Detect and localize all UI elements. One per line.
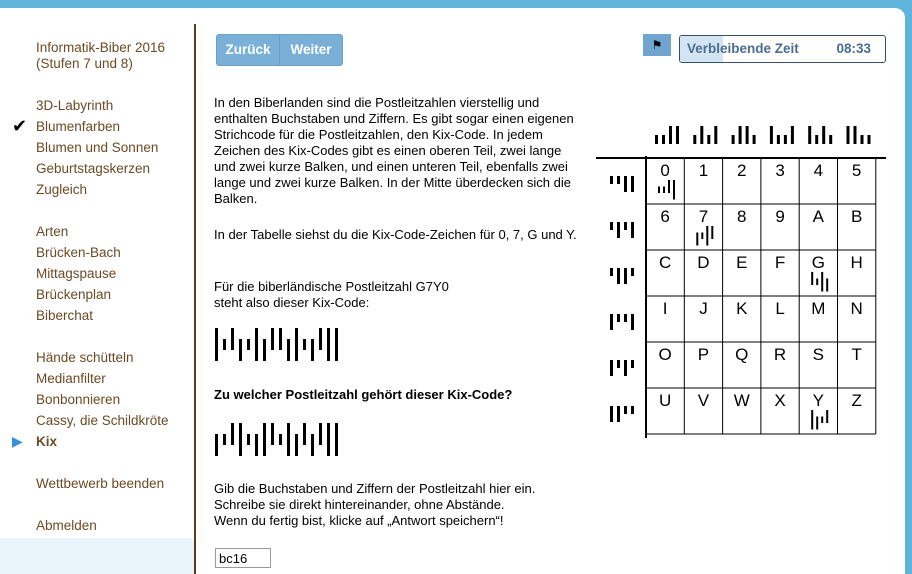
kix-table-cell: 8 xyxy=(737,207,747,226)
kix-bar xyxy=(676,126,679,144)
kix-bar xyxy=(223,339,226,350)
kix-bar xyxy=(658,187,660,194)
kix-table-cell: T xyxy=(851,345,862,364)
instruction-line3: Wenn du fertig bist, klicke auf „Antwort speichern“! xyxy=(214,513,504,528)
kix-bar xyxy=(711,226,713,239)
sidebar-item-geburtstagskerzen[interactable]: Geburtstagskerzen xyxy=(36,161,151,176)
kix-bar xyxy=(311,434,314,456)
kix-bar xyxy=(826,410,828,423)
kix-bar xyxy=(239,339,242,361)
kix-table-cell: V xyxy=(697,391,710,410)
kix-bar xyxy=(247,339,250,350)
kix-table-cell: X xyxy=(774,391,786,410)
kix-bar xyxy=(255,434,258,456)
kix-bar xyxy=(693,135,696,144)
kix-bar xyxy=(631,406,634,414)
kix-bar xyxy=(777,135,780,144)
kix-bar xyxy=(279,434,282,445)
kix-bar xyxy=(701,233,703,240)
task-example-line1: Für die biberländische Postleitzahl G7Y0 xyxy=(214,279,449,294)
kix-table-cell: 4 xyxy=(813,161,824,180)
kix-bar xyxy=(770,126,773,144)
kix-bar xyxy=(295,434,298,456)
sidebar-item-biberchat[interactable]: Biberchat xyxy=(36,308,94,323)
kix-bar xyxy=(624,268,627,284)
kix-bar xyxy=(624,406,627,414)
kix-bar xyxy=(631,176,634,192)
kix-code-table xyxy=(596,118,886,440)
kix-bar xyxy=(811,410,813,430)
kix-bar xyxy=(319,423,322,445)
kix-bar xyxy=(303,423,306,445)
sidebar-footer xyxy=(0,538,194,574)
kix-table-cell: Y xyxy=(812,391,825,410)
kix-bar xyxy=(822,126,825,144)
timer xyxy=(679,35,886,63)
end-contest-link[interactable]: Wettbewerb beenden xyxy=(36,476,165,491)
kix-bar xyxy=(732,135,735,144)
kix-bar xyxy=(847,126,850,144)
sidebar-item-blumen-und-sonnen[interactable]: Blumen und Sonnen xyxy=(36,140,159,155)
kix-table-cell: 2 xyxy=(737,161,747,180)
kix-table-cell: 0 xyxy=(660,161,670,180)
kix-bar xyxy=(624,222,627,230)
kix-bar xyxy=(231,423,234,445)
kix-table-cell: N xyxy=(850,299,863,318)
kix-bar xyxy=(263,423,266,456)
kix-bar xyxy=(610,360,613,376)
kix-table-cell: K xyxy=(736,299,748,318)
kix-bar xyxy=(223,434,226,445)
kix-bar xyxy=(821,272,823,292)
kix-bar xyxy=(215,434,218,456)
kix-bar xyxy=(617,176,620,184)
sidebar-item-bruecken-bach[interactable]: Brücken-Bach xyxy=(36,245,121,260)
kix-bar xyxy=(631,268,634,276)
kix-bar xyxy=(610,176,613,184)
kix-bar xyxy=(231,328,234,350)
kix-bar xyxy=(753,135,756,144)
kix-bar xyxy=(617,314,620,322)
kix-bar xyxy=(868,135,871,144)
sidebar-item-zugleich[interactable]: Zugleich xyxy=(36,182,88,197)
kix-bar xyxy=(617,406,620,422)
kix-table-cell: H xyxy=(850,253,863,272)
kix-bar xyxy=(610,314,613,330)
kix-bar xyxy=(319,328,322,350)
kix-bar xyxy=(811,272,813,285)
kix-bar xyxy=(610,222,613,230)
kix-bar xyxy=(617,268,620,284)
kix-bar xyxy=(327,328,330,361)
flag-icon: ⚑ xyxy=(651,38,663,52)
kix-bar xyxy=(287,339,290,361)
kix-bar xyxy=(263,339,266,361)
sidebar-item-medianfilter[interactable]: Medianfilter xyxy=(36,371,106,386)
sidebar-item-kix[interactable]: Kix xyxy=(36,434,58,449)
kix-bar xyxy=(669,126,672,144)
kix-bar xyxy=(821,417,823,424)
contest-title: Informatik-Biber 2016 xyxy=(36,40,166,55)
kix-table-cell: 5 xyxy=(851,161,862,180)
current-task-arrow-icon: ▶ xyxy=(12,433,23,449)
sidebar-item-mittagspause[interactable]: Mittagspause xyxy=(36,266,117,281)
kix-bar xyxy=(707,135,710,144)
kix-bar xyxy=(239,423,242,456)
kix-bar xyxy=(854,126,857,144)
kix-bar xyxy=(631,314,634,330)
kix-bar xyxy=(279,328,282,350)
kix-table-cell: O xyxy=(658,345,672,364)
task-table-hint: In der Tabelle siehst du die Kix-Code-Zeichen für 0, 7, G und Y. xyxy=(214,227,577,242)
kix-bar xyxy=(668,180,670,193)
kix-table-cell: Q xyxy=(735,345,749,364)
kix-bar xyxy=(663,187,665,194)
flag-button[interactable] xyxy=(643,34,671,56)
checkmark-icon: ✔ xyxy=(12,116,28,136)
kix-bar xyxy=(861,135,864,144)
kix-table-cell: B xyxy=(850,207,863,226)
kix-bar xyxy=(746,126,749,144)
kix-bar xyxy=(327,423,330,456)
kix-table-cell: I xyxy=(662,299,668,318)
kix-bar xyxy=(791,126,794,144)
kix-table-cell: R xyxy=(773,345,787,364)
kix-table-cell: J xyxy=(699,299,708,318)
kix-table-cell: 3 xyxy=(775,161,785,180)
answer-input[interactable] xyxy=(215,548,271,568)
kix-bar xyxy=(271,423,274,445)
kix-bar xyxy=(826,279,828,292)
kix-bar xyxy=(816,417,818,430)
kix-table-cell: U xyxy=(659,391,672,410)
kix-table-cell: A xyxy=(812,207,825,226)
kix-bar xyxy=(624,314,627,322)
back-button[interactable]: Zurück xyxy=(216,34,280,66)
kix-table-cell: C xyxy=(659,253,672,272)
kix-bar xyxy=(673,180,675,200)
kix-bar xyxy=(617,222,620,238)
kix-bar xyxy=(714,126,717,144)
sidebar-item-haende-schuetteln[interactable]: Hände schütteln xyxy=(36,350,134,365)
kix-bar xyxy=(255,328,258,361)
kix-bar xyxy=(829,135,832,144)
logout-link[interactable]: Abmelden xyxy=(36,518,97,533)
sidebar-item-brueckenplan[interactable]: Brückenplan xyxy=(36,287,112,302)
kix-bar xyxy=(784,135,787,144)
kix-bar xyxy=(815,135,818,144)
kix-bar xyxy=(295,328,298,361)
kix-table-cell: W xyxy=(733,391,750,410)
instruction-line2: Schreibe sie direkt hintereinander, ohne Abstände. xyxy=(214,497,505,512)
kix-bar xyxy=(624,176,627,192)
kix-bar xyxy=(311,339,314,361)
kix-table-cell: 6 xyxy=(660,207,670,226)
kix-bar xyxy=(631,222,634,238)
timer-value: 08:33 xyxy=(836,41,871,56)
sidebar-item-cassy[interactable]: Cassy, die Schildkröte xyxy=(36,413,169,428)
sidebar-item-3d-labyrinth[interactable]: 3D-Labyrinth xyxy=(36,98,114,113)
kix-bar xyxy=(247,434,250,445)
task-question: Zu welcher Postleitzahl gehört dieser Kix-Code? xyxy=(214,387,513,402)
kix-bar xyxy=(696,233,698,246)
kix-bar xyxy=(335,328,338,361)
sidebar-item-arten[interactable]: Arten xyxy=(36,224,69,239)
kix-bar xyxy=(610,268,613,276)
kix-bar xyxy=(335,423,338,456)
kix-bar xyxy=(700,126,703,144)
kix-table-cell: E xyxy=(736,253,748,272)
example-kix-code xyxy=(214,325,344,365)
kix-bar xyxy=(271,328,274,350)
kix-bar xyxy=(610,406,613,422)
kix-table-cell: S xyxy=(812,345,825,364)
kix-table-cell: L xyxy=(775,299,785,318)
kix-bar xyxy=(215,328,218,361)
kix-bar xyxy=(816,279,818,286)
kix-table-cell: G xyxy=(811,253,825,272)
task-example-line2: steht also dieser Kix-Code: xyxy=(214,295,370,310)
sidebar-item-blumenfarben[interactable]: Blumenfarben xyxy=(36,119,121,134)
kix-bar xyxy=(706,226,708,246)
kix-table-cell: P xyxy=(697,345,710,364)
kix-bar xyxy=(655,135,658,144)
question-kix-code xyxy=(214,420,344,460)
kix-bar xyxy=(631,360,634,368)
kix-bar xyxy=(662,135,665,144)
kix-table-cell: 9 xyxy=(775,207,785,226)
kix-bar xyxy=(808,126,811,144)
kix-bar xyxy=(303,339,306,350)
next-button[interactable]: Weiter xyxy=(279,34,343,66)
task-intro: In den Biberlanden sind die Postleitzahlen vierstellig und enthalten Buchstaben und Ziffern. Es gibt sogar einen eigenen Strichcode für die Postleitzahlen, den Kix-Code. In jedem Zeichen des Kix-Codes gibt es einen oberen Teil, zwei lange und zwei kurze Balken, und einen unteren Teil, ebenfalls zwei lange und zwei kurze Balken. In der Mitte überdecken sich die Balken. xyxy=(214,95,574,206)
kix-table-cell: D xyxy=(697,253,710,272)
sidebar-divider xyxy=(194,24,196,574)
kix-table-cell: 7 xyxy=(698,207,709,226)
instruction-line1: Gib die Buchstaben und Ziffern der Postleitzahl hier ein. xyxy=(214,481,536,496)
kix-table-cell: Z xyxy=(851,391,862,410)
kix-table-cell: F xyxy=(774,253,786,272)
timer-label: Verbleibende Zeit xyxy=(687,41,799,56)
sidebar-item-bonbonnieren[interactable]: Bonbonnieren xyxy=(36,392,121,407)
kix-table-cell: M xyxy=(811,299,826,318)
kix-bar xyxy=(739,126,742,144)
kix-table-cell: 1 xyxy=(698,161,709,180)
contest-subtitle: (Stufen 7 und 8) xyxy=(36,56,133,71)
kix-bar xyxy=(617,360,620,368)
kix-bar xyxy=(624,360,627,376)
kix-bar xyxy=(287,423,290,456)
